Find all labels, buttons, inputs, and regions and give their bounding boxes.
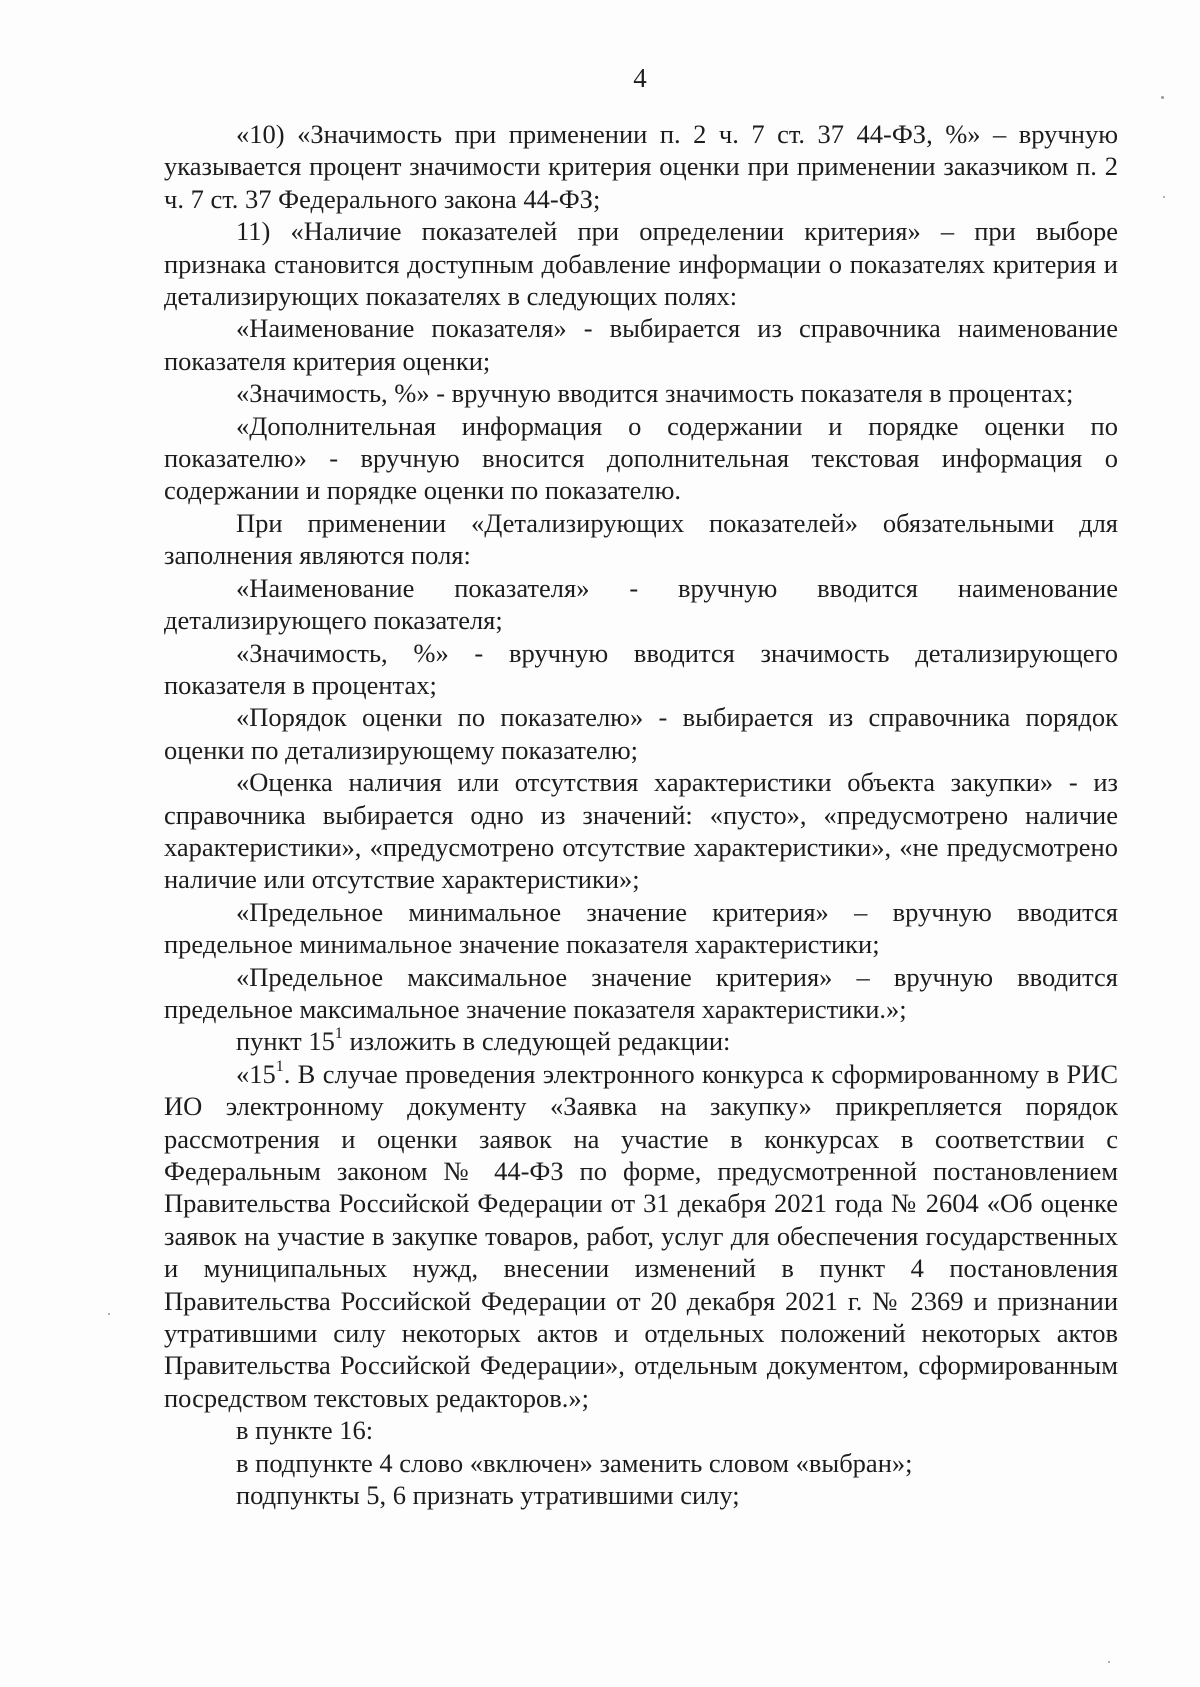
document-body	[164, 118, 1118, 1511]
paragraph-additional-info: «Дополнительная информация о содержании и порядке оценки по показателю» - вручную вносится дополнительная текстовая информация о содержании и порядке оценки по показателю.	[164, 410, 1118, 506]
page-number: 4	[633, 63, 647, 93]
paragraph-item-11: 11) «Наличие показателей при определении критерия» – при выборе признака становится доступным добавление информации о показателях критерия и детализирующих показателях в следующих полях:	[164, 216, 1118, 312]
paragraph-detailing-intro: При применении «Детализирующих показателей» обязательными для заполнения являются поля:	[164, 507, 1118, 571]
paragraph-min-value: «Предельное минимальное значение критерия» – вручную вводится предельное минимальное значение показателя характеристики;	[164, 896, 1118, 960]
scan-speck	[108, 1313, 110, 1315]
clause-15-body-before: «15	[236, 1058, 276, 1089]
paragraph-clause-15-intro	[164, 1025, 1118, 1057]
paragraph-evaluation-order: «Порядок оценки по показателю» - выбирается из справочника порядок оценки по детализирующему показателю;	[164, 702, 1118, 765]
paragraph-clause-16-intro: в пункте 16:	[236, 1415, 374, 1446]
paragraph-clause-16-subitem-4: в подпункте 4 слово «включен» заменить словом «выбран»;	[236, 1447, 913, 1478]
clause-15-intro-after: изложить в следующей редакции:	[342, 1026, 731, 1057]
clause-15-body-after: . В случае проведения электронного конкурса к сформированному в РИС ИО электронному документу «Заявка на закупку» прикрепляется порядок рассмотрения и оценки заявок на участие в конкурсах в соответствии с Федеральным законом № 44-ФЗ по форме, предусмотренной постановлением Правительства Российской Федерации от 31 декабря 2021 года № 2604 «Об оценке заявок на участие в закупке товаров, работ, услуг для обеспечения государственных и муниципальных нужд, внесении изменений в пункт 4 постановления Правительства Российской Федерации от 20 декабря 2021 г. № 2369 и признании утратившими силу некоторых актов и отдельных положений некоторых актов Правительства Российской Федерации», отдельным документом, сформированным посредством текстовых редакторов.»;	[164, 1058, 1118, 1413]
paragraph-clause-16-subitems-5-6: подпункты 5, 6 признать утратившими силу;	[236, 1480, 740, 1511]
paragraph-max-value: «Предельное максимальное значение критерия» – вручную вводится предельное максимальное значение показателя характеристики.»;	[164, 961, 1118, 1024]
paragraph-characteristic-assessment: «Оценка наличия или отсутствия характеристики объекта закупки» - из справочника выбирается одно из значений: «пусто», «предусмотрено наличие характеристики», «предусмотрено отсутствие характеристики», «не предусмотрено наличие или отсутствие характеристики»;	[164, 767, 1118, 895]
paragraph-detailing-name: «Наименование показателя» - вручную вводится наименование детализирующего показателя;	[164, 572, 1118, 636]
paragraph-clause-15-text	[164, 1058, 1118, 1414]
paragraph-indicator-name: «Наименование показателя» - выбирается из справочника наименование показателя критерия оценки;	[164, 313, 1118, 376]
paragraph-detailing-significance: «Значимость, %» - вручную вводится значимость детализирующего показателя в процентах;	[164, 637, 1118, 700]
paragraph-significance: «Значимость, %» - вручную вводится значимость показателя в процентах;	[236, 378, 1074, 409]
paragraph-item-10: «10) «Значимость при применении п. 2 ч. 7 ст. 37 44-ФЗ, %» – вручную указывается процент значимости критерия оценки при применении заказчиком п. 2 ч. 7 ст. 37 Федерального закона 44-ФЗ;	[164, 119, 1118, 214]
scan-speck	[1108, 1661, 1110, 1663]
clause-15-intro-before: пункт 15	[236, 1026, 335, 1057]
scan-speck	[1161, 96, 1164, 99]
scan-speck	[1163, 196, 1165, 198]
clause-15-intro-superscript: 1	[334, 1025, 343, 1043]
clause-15-body-superscript: 1	[275, 1057, 284, 1075]
